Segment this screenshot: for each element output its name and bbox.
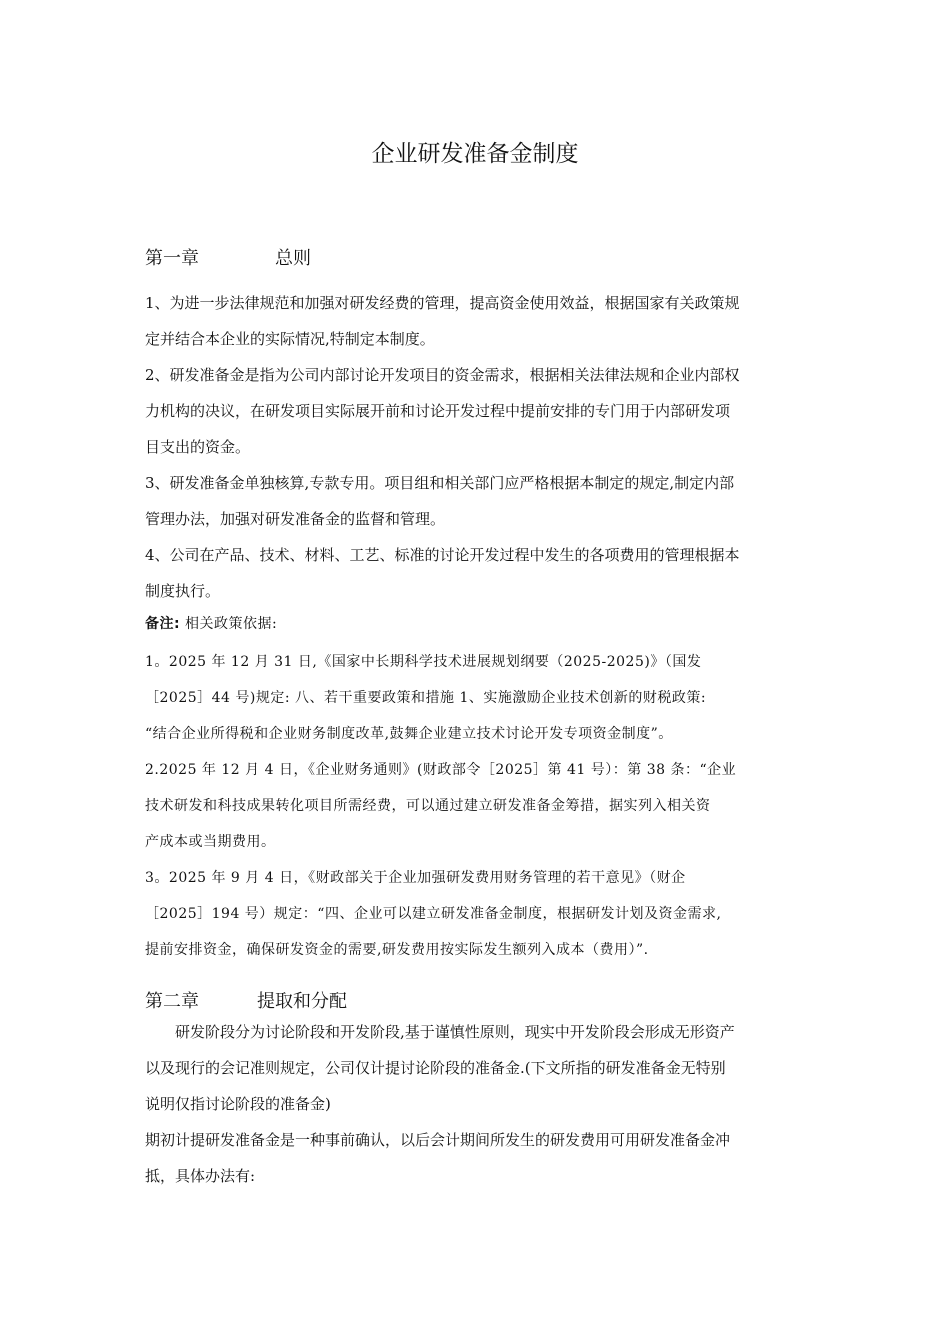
paragraph-line: 目支出的资金。 [145,438,251,456]
note-line: 2.2025 年 12 月 4 日，《企业财务通则》(财政部令［2025］第 41 号）：第 38 条：“企业 [145,762,737,778]
paragraph-line: 抵，具体办法有: [145,1167,256,1185]
note-line: 提前安排资金，确保研发资金的需要,研发费用按实际发生额列入成本（费用）”. [145,942,649,958]
document-title: 企业研发准备金制度 [371,141,579,167]
note-label: 备注: [145,616,181,632]
chapter-1-body [145,285,807,609]
paragraph-line: 2、研发准备金是指为公司内部讨论开发项目的资金需求，根据相关法律法规和企业内部权 [145,366,740,384]
paragraph-line: 力机构的决议，在研发项目实际展开前和讨论开发过程中提前安排的专门用于内部研发项 [145,402,731,420]
chapter-2-name: 提取和分配 [257,991,347,1012]
chapter-1-heading [145,244,311,270]
note-line: 技术研发和科技成果转化项目所需经费，可以通过建立研发准备金筹措，据实列入相关资 [145,798,711,814]
note-line: ［2025］194 号）规定：“四、企业可以建立研发准备金制度，根据研发计划及资金需求, [145,906,722,922]
note-line: ［2025］44 号)规定: 八、若干重要政策和措施 1、实施激励企业技术创新的财税政策: [145,690,707,706]
note-line: “结合企业所得税和企业财务制度改革,鼓舞企业建立技术讨论开发专项资金制度”。 [145,726,673,742]
note-heading [145,609,807,639]
paragraph-line: 制度执行。 [145,582,221,600]
paragraph-line: 研发阶段分为讨论阶段和开发阶段,基于谨慎性原则，现实中开发阶段会形成无形资产 [145,1023,735,1041]
note-body [145,644,807,968]
note-line: 3。2025 年 9 月 4 日，《财政部关于企业加强研发费用财务管理的若干意见》（财企 [145,870,686,886]
paragraph-line: 管理办法，加强对研发准备金的监督和管理。 [145,510,446,528]
paragraph-line: 定并结合本企业的实际情况,特制定本制度。 [145,330,435,348]
note-intro: 相关政策依据: [180,616,278,632]
paragraph-line: 3、研发准备金单独核算,专款专用。项目组和相关部门应严格根据本制定的规定,制定内部 [145,474,735,492]
paragraph-line: 4、公司在产品、技术、材料、工艺、标准的讨论开发过程中发生的各项费用的管理根据本 [145,546,740,564]
chapter-1-name: 总则 [275,248,311,269]
paragraph-line: 1、为进一步法律规范和加强对研发经费的管理，提高资金使用效益，根据国家有关政策规 [145,294,740,312]
chapter-2-number: 第二章 [145,991,199,1012]
paragraph-line: 说明仅指讨论阶段的准备金) [145,1095,331,1113]
chapter-1-number: 第一章 [145,248,199,269]
paragraph-line: 期初计提研发准备金是一种事前确认，以后会计期间所发生的研发费用可用研发准备金冲 [145,1131,731,1149]
chapter-2-heading [145,987,347,1013]
note-line: 1。2025 年 12 月 31 日,《国家中长期科学技术进展规划纲要（2025-2025)》（国发 [145,654,702,670]
paragraph-line: 以及现行的会记准则规定，公司仅计提讨论阶段的准备金.(下文所指的研发准备金无特别 [145,1059,726,1077]
chapter-2-body [145,1014,807,1194]
note-line: 产成本或当期费用。 [145,834,276,850]
